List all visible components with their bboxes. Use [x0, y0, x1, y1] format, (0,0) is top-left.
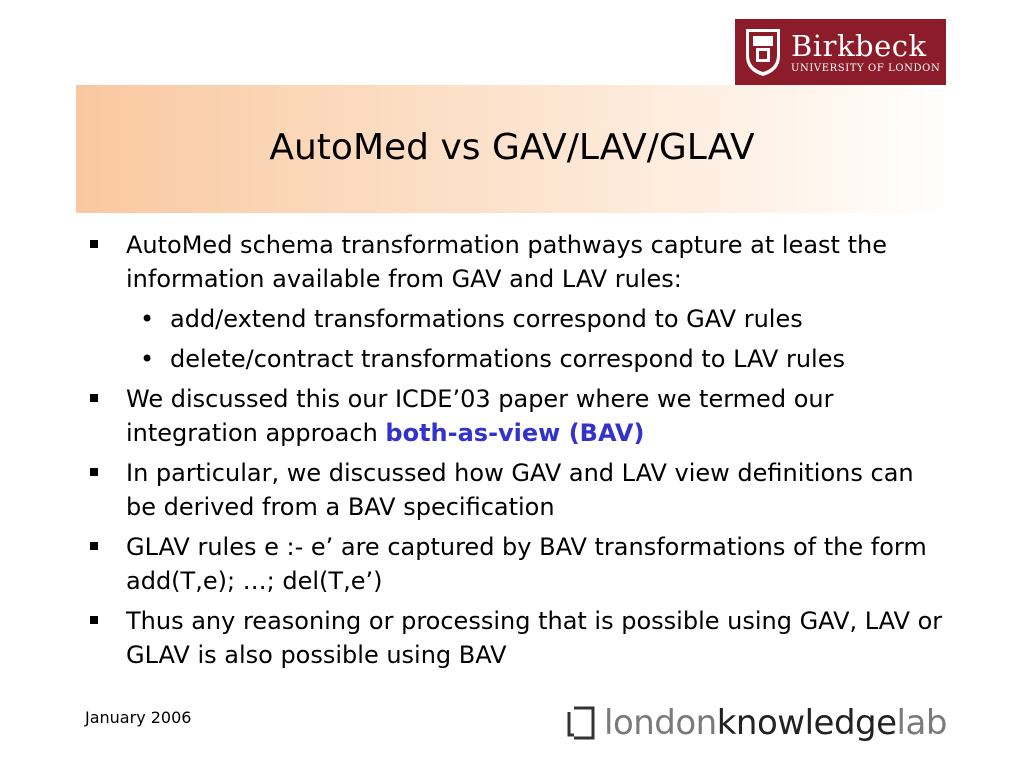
sub-bullet-text: delete/contract transformations correspond to LAV rules: [170, 345, 845, 373]
lkl-london: london: [604, 703, 717, 743]
slide-content: [86, 228, 946, 678]
slide-title: AutoMed vs GAV/LAV/GLAV: [269, 126, 755, 168]
sub-bullet-text: add/extend transformations correspond to GAV rules: [170, 305, 803, 333]
lkl-knowledge: knowledge: [716, 703, 897, 743]
birkbeck-subtitle: UNIVERSITY OF LONDON: [791, 62, 941, 74]
birkbeck-name: Birkbeck: [791, 28, 927, 63]
footer-date: January 2006: [85, 708, 192, 727]
title-band: [76, 85, 948, 213]
sub-bullet-item: [86, 302, 946, 336]
bullet-text: We discussed this our ICDE’03 paper where we termed our integration approach: [126, 385, 834, 447]
birkbeck-crest-icon: [743, 26, 783, 78]
bullet-item: [86, 604, 946, 672]
lkl-bracket-icon: [566, 705, 596, 741]
lkl-lab: lab: [896, 703, 947, 743]
bullet-text: Thus any reasoning or processing that is possible using GAV, LAV or GLAV is also possible using BAV: [126, 607, 943, 669]
london-knowledge-lab-logo: [566, 703, 947, 743]
bullet-item: [86, 382, 946, 450]
bullet-text: In particular, we discussed how GAV and LAV view definitions can be derived from a BAV specification: [126, 459, 914, 521]
bullet-text: GLAV rules e :- e’ are captured by BAV transformations of the form add(T,e); …; del(T,e’): [126, 533, 927, 595]
sub-bullet-item: [86, 342, 946, 376]
bullet-item: [86, 228, 946, 296]
bullet-item: [86, 530, 946, 598]
bullet-text: AutoMed schema transformation pathways capture at least the information available from GAV and LAV rules:: [126, 231, 887, 293]
bullet-item: [86, 456, 946, 524]
birkbeck-logo: [735, 19, 946, 85]
bav-highlight: both-as-view (BAV): [385, 419, 645, 447]
